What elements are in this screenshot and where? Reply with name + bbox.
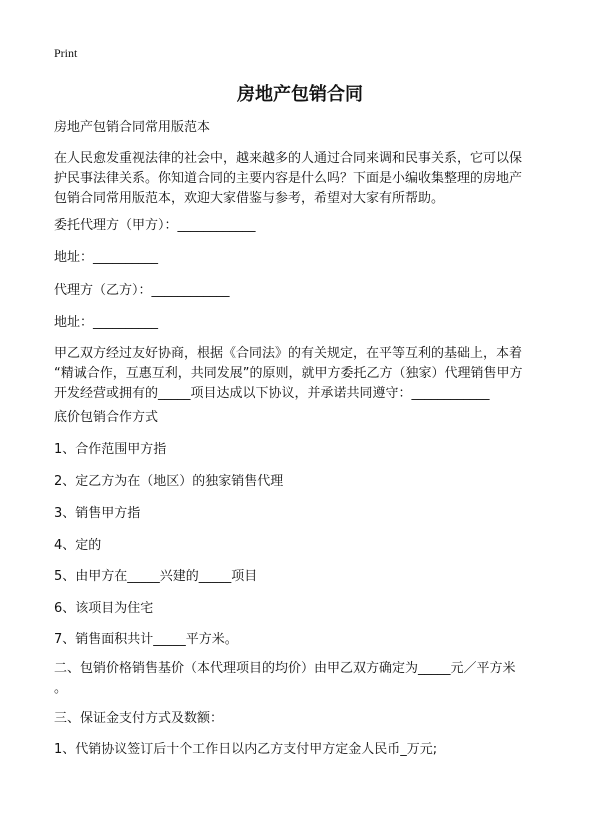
document-title: 房地产包销合同: [237, 84, 363, 105]
field-party-b: 代理方（乙方）：____________: [54, 283, 230, 298]
print-link[interactable]: Print: [54, 46, 78, 60]
section-pricing: 二、包销价格销售基价（本代理项目的均价）由甲乙双方确定为_____元／平方米 。: [54, 661, 516, 696]
list-item: 6、该项目为住宅: [54, 601, 154, 616]
paragraph-agreement: 甲乙双方经过友好协商，根据《合同法》的有关规定，在平等互利的基础上，本着 “精诚合作，互惠互利，共同发展”的原则，就甲方委托乙方（独家）代理销售甲方 开发经营或拥有的_____项目达成以下协议，并承诺共同遵守：____________: [54, 346, 523, 401]
list-item: 1、合作范围甲方指: [54, 442, 167, 457]
paragraph-subtitle: 房地产包销合同常用版范本: [54, 120, 211, 135]
list-item: 1、代销协议签订后十个工作日以内乙方支付甲方定金人民币_万元;: [54, 742, 438, 757]
field-party-a-address: 地址：__________: [54, 250, 159, 265]
paragraph-intro: 在人民愈发重视法律的社会中，越来越多的人通过合同来调和民事关系，它可以保 护民事法律关系。你知道合同的主要内容是什么吗？下面是小编收集整理的房地产 包销合同常用版范本，欢迎大家借鉴与参考，希望对大家有所帮助。: [54, 151, 523, 206]
list-item: 7、销售面积共计_____平方米。: [54, 632, 238, 647]
field-party-b-address: 地址：__________: [54, 315, 159, 330]
list-item: 5、由甲方在_____兴建的_____项目: [54, 569, 258, 584]
section-heading-base-price: 底价包销合作方式: [54, 410, 159, 425]
section-deposit: 三、保证金支付方式及数额：: [54, 711, 224, 726]
list-item: 3、销售甲方指: [54, 506, 141, 521]
list-item: 2、定乙方为在（地区）的独家销售代理: [54, 474, 284, 489]
list-item: 4、定的: [54, 538, 102, 553]
field-party-a: 委托代理方（甲方）：____________: [54, 218, 256, 233]
